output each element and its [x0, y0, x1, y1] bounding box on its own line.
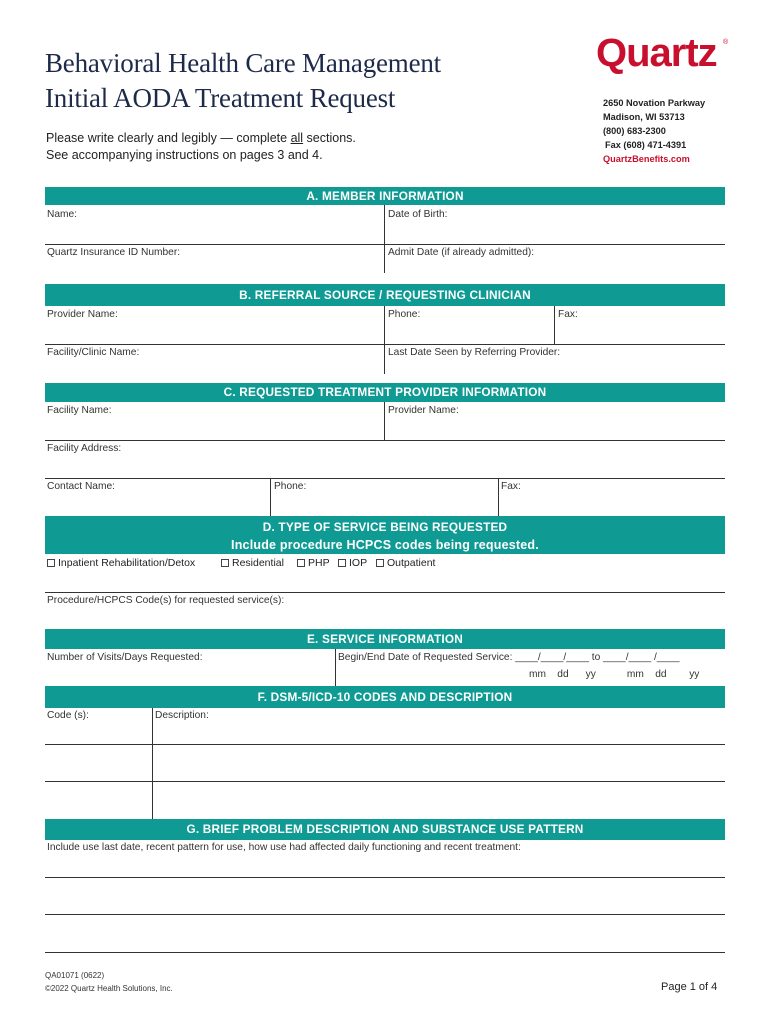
divider — [45, 744, 725, 745]
city-line: Madison, WI 53713 — [603, 112, 685, 122]
section-f-header: F. DSM-5/ICD-10 CODES AND DESCRIPTION — [45, 686, 725, 708]
treatment-provider-name-label: Provider Name: — [388, 405, 459, 416]
write-line[interactable] — [45, 877, 725, 878]
checkbox-icon[interactable] — [47, 559, 55, 567]
facility-address-label: Facility Address: — [47, 443, 122, 454]
facility-clinic-label: Facility/Clinic Name: — [47, 347, 140, 358]
divider — [45, 592, 725, 593]
contact-fax-label: Fax: — [501, 481, 521, 492]
begin-end-date-label: Begin/End Date of Requested Service: ____/____/____ to ____/____ /____ — [338, 652, 680, 663]
fax-line: Fax (608) 471-4391 — [605, 140, 687, 150]
phone-line: (800) 683-2300 — [603, 126, 666, 136]
phone-label: Phone: — [388, 309, 421, 320]
quartz-logo — [596, 30, 732, 74]
svg-text:Quartz: Quartz — [596, 31, 717, 74]
divider — [45, 781, 725, 782]
section-c-header: C. REQUESTED TREATMENT PROVIDER INFORMATION — [45, 383, 725, 402]
section-d-header — [45, 516, 725, 554]
divider — [554, 306, 555, 344]
insurance-id-label: Quartz Insurance ID Number: — [47, 247, 181, 258]
last-seen-label: Last Date Seen by Referring Provider: — [388, 347, 561, 358]
checkbox-icon[interactable] — [221, 559, 229, 567]
facility-name-label: Facility Name: — [47, 405, 112, 416]
section-b-header: B. REFERRAL SOURCE / REQUESTING CLINICIAN — [45, 284, 725, 306]
option-residential-checkbox[interactable]: Residential — [221, 557, 284, 569]
divider — [45, 344, 725, 345]
divider — [498, 478, 499, 516]
intro-line2: See accompanying instructions on pages 3 and 4. — [46, 148, 323, 162]
code-label: Code (s): — [47, 710, 89, 721]
divider — [384, 402, 385, 440]
section-a-header: A. MEMBER INFORMATION — [45, 187, 725, 205]
problem-description-instruction: Include use last date, recent pattern for use, how use had affected daily functioning and recent treatment: — [47, 842, 521, 853]
divider — [45, 244, 725, 245]
section-e-header: E. SERVICE INFORMATION — [45, 629, 725, 649]
write-line[interactable] — [45, 914, 725, 915]
form-title-line1: Behavioral Health Care Management — [45, 48, 441, 78]
option-iop-checkbox[interactable]: IOP — [338, 557, 367, 569]
visits-requested-label: Number of Visits/Days Requested: — [47, 652, 203, 663]
form-code: QA01071 (0622) — [45, 971, 105, 980]
address-line: 2650 Novation Parkway — [603, 98, 706, 108]
checkbox-icon[interactable] — [338, 559, 346, 567]
divider — [45, 440, 725, 441]
date-format-hint: mm dd yy mm dd yy — [529, 669, 700, 680]
website-link[interactable]: QuartzBenefits.com — [603, 154, 690, 164]
checkbox-icon[interactable] — [376, 559, 384, 567]
section-g-header: G. BRIEF PROBLEM DESCRIPTION AND SUBSTANCE USE PATTERN — [45, 819, 725, 840]
copyright: ©2022 Quartz Health Solutions, Inc. — [45, 984, 173, 993]
procedure-codes-label: Procedure/HCPCS Code(s) for requested service(s): — [47, 595, 285, 606]
checkbox-icon[interactable] — [297, 559, 305, 567]
provider-name-label: Provider Name: — [47, 309, 118, 320]
option-outpatient-checkbox[interactable]: Outpatient — [376, 557, 435, 569]
section-d-subtitle: Include procedure HCPCS codes being requested. — [231, 538, 539, 552]
divider — [152, 708, 153, 819]
divider — [384, 205, 385, 273]
divider — [384, 306, 385, 374]
dob-label: Date of Birth: — [388, 209, 448, 220]
fax-label: Fax: — [558, 309, 578, 320]
svg-text:®: ® — [723, 39, 729, 46]
section-d-title: D. TYPE OF SERVICE BEING REQUESTED — [262, 520, 508, 534]
page-number: Page 1 of 4 — [661, 981, 718, 993]
description-label: Description: — [155, 710, 209, 721]
write-line[interactable] — [45, 952, 725, 953]
contact-phone-label: Phone: — [274, 481, 307, 492]
name-label: Name: — [47, 209, 78, 220]
option-inpatient-checkbox[interactable]: Inpatient Rehabilitation/Detox — [47, 557, 195, 569]
option-php-checkbox[interactable]: PHP — [297, 557, 330, 569]
form-title-line2: Initial AODA Treatment Request — [45, 83, 396, 113]
divider — [270, 478, 271, 516]
divider — [45, 478, 725, 479]
intro-line1: Please write clearly and legibly — complete all sections. — [46, 131, 356, 145]
contact-name-label: Contact Name: — [47, 481, 115, 492]
admit-date-label: Admit Date (if already admitted): — [388, 247, 535, 258]
divider — [335, 649, 336, 686]
